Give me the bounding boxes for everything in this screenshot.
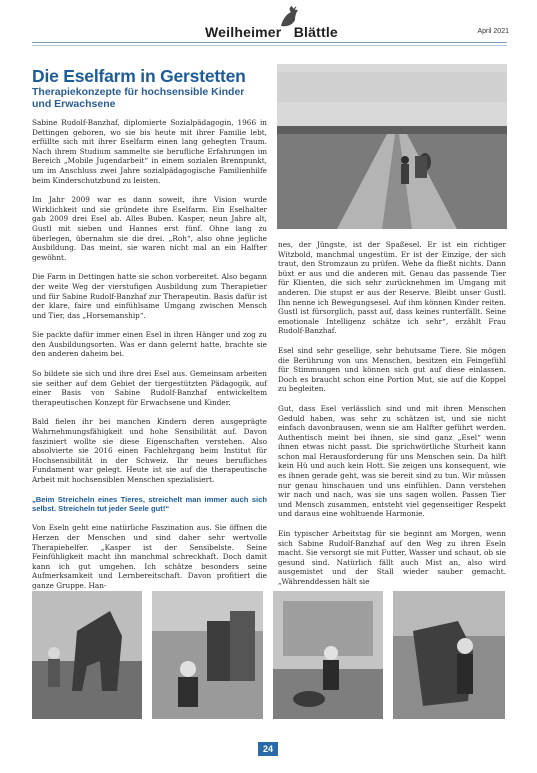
article-headline: Die Eselfarm in Gerstetten <box>32 66 246 86</box>
article-paragraph: Esel sind sehr gesellige, sehr behutsame Tiere. Sie mögen die Berührung von uns Menschen, besitzen ein Feingefühl für Stimmungen und können sich gut auf diese einlassen. Doch es braucht schon eine Portion Mut, sie auf die Koppel zu begleiten. <box>278 345 506 394</box>
article-paragraph: Sie packte dafür immer einen Esel in ihren Hänger und zog zu den Ausbildungsorten. Was er dann gelernt hatte, brachte sie den anderen daheim bei. <box>32 330 267 359</box>
article-paragraph: Von Eseln geht eine natürliche Faszination aus. Sie öffnen die Herzen der Menschen und sind daher sehr wertvolle Therapiehelfer. „Kasper ist der Sensibelste. Seine Feinfühligkeit macht ihn manchmal schreckhaft. Doch damit kann ich gut umgehen. Ich schätze besonders seine Aufmerksamkeit und Lernbereitschaft. Davon profitiert die ganze Gruppe. Han- <box>32 523 267 590</box>
article-column-left <box>32 118 267 601</box>
article-subheadline: Therapiekonzepte für hochsensible Kinder und Erwachsene <box>32 86 245 110</box>
article-paragraph: So bildete sie sich und ihre drei Esel aus. Gemeinsam arbeiten sie seither auf dem Gebiet der tiergestützten Pädagogik, auf einer Basis von Sabine Rudolf-Banzhaf entwickeltem therapeutischen Konzept für Erwachsene und Kinder. <box>32 369 267 407</box>
photo-donkey-walk-field <box>277 64 507 229</box>
masthead <box>0 0 537 48</box>
article-column-right <box>278 240 506 597</box>
article-paragraph: Im Jahr 2009 war es dann soweit, ihre Vision wurde Wirklichkeit und sie gründete ihre Eselfarm. Ein Eselhalter gab 2009 drei Esel ab. Alles Buben. Kasper, neun Jahre alt, Gustl mit sieben und Hannes erst fünf. Ohne lang zu überlegen, übernahm sie die drei. „Roh“, also ohne jegliche Ausbildung. Das meint, sie waren nicht mal an ein Halfter gewöhnt. <box>32 195 267 262</box>
masthead-title <box>205 24 338 40</box>
photo-child-with-rearing-donkey <box>32 591 142 719</box>
photo-child-with-dog-and-donkey <box>273 591 383 719</box>
pull-quote: „Beim Streicheln eines Tieres, streichelt man immer auch sich selbst. Streicheln tut jeder Seele gut!“ <box>32 494 267 513</box>
issue-date: April 2021 <box>477 28 509 35</box>
article-paragraph: nes, der Jüngste, ist der Spaßesel. Er ist ein richtiger Witzbold, manchmal ungestüm. Er ist der Einzige, der sich traut, den Stromzaun zu prüfen. Wehe da fließt nichts. Dann büxt er aus und die anderen mit. Genau das passende Tier für Klienten, die sich sehr zurücknehmen im Umgang mit anderen. Die stupst er aus der Reserve. Bleibt unser Gustl. Ihn nenne ich Bewegungsesel. Auf ihm können Kinder reiten. Gustl ist fürsorglich, passt auf, dass keines runterfällt. Seine emotionale Intelligenz schätze ich sehr“, erzählt Frau Rudolf-Banzhaf. <box>278 240 506 336</box>
article-paragraph: Bald fielen ihr bei manchen Kindern deren ausgeprägte Wahrnehmungsfähigkeit und hohe Sensibilität auf. Davon fasziniert wollte sie diese Eigenschaften verstehen. Also absolvierte sie 2016 einen Fachlehrgang beim Institut für Hochsensibilität in der Schweiz. Ihr neues berufliches Fundament war gelegt. Heute ist sie auf die therapeutische Arbeit mit hochsensiblen Menschen spezialisiert. <box>32 417 267 484</box>
article-paragraph: Gut, dass Esel verlässlich sind und mit ihren Menschen Geduld haben, was sehr zu schätzen ist, und sie nicht einfach davonbrausen, wenn sie am Halfter geführt werden. Authentisch meint bei ihnen, sie sind ganz „Esel“ wenn ihnen etwas nicht passt. Die sprichwörtliche Sturheit kann schon mal Herausforderung für uns Menschen sein. Da hilft kein Hü und auch kein Hott. Sie zeigen uns konsequent, wie es ihnen gerade geht, was sie bereit sind zu tun. Wir müssen nur genau hinschauen und uns einfühlen. Dann verstehen wir nach und nach, was sie uns sagen wollen. Passen Tier und Mensch zusammen, entsteht viel gegenseitiger Respekt und daraus eine wohltuende Harmonie. <box>278 403 506 519</box>
photo-girl-hugging-donkey <box>393 591 505 719</box>
masthead-divider-secondary <box>32 45 507 46</box>
article-paragraph: Sabine Rudolf-Banzhaf, diplomierte Sozialpädagogin, 1966 in Dettingen geboren, wo sie bis heute mit ihrer Familie lebt, erfüllte sich mit ihrer Eselfarm einen lang gehegten Traum. Nach ihrem Studium sammelte sie berufliche Erfahrungen im Bereich „Mobile Jugendarbeit“ in einem sozialen Brennpunkt, um im Anschluss zwei Jahre sozialpädagogische Familienhilfe beim Kinderschutzbund zu leisten. <box>32 118 267 185</box>
masthead-title-left: Weilheimer <box>205 24 282 40</box>
page-number: 24 <box>258 742 278 756</box>
masthead-divider <box>32 42 507 43</box>
article-paragraph: Die Farm in Dettingen hatte sie schon vorbereitet. Also begann der weite Weg der vierstufigen Ausbildung zum Therapietier und für Sabine Rudolf-Banzhaf zur Therapeutin. Basis dafür ist der klare, faire und einfühlsame Umgang zwischen Mensch und Tier, das „Horsemanship“. <box>32 272 267 320</box>
article-paragraph: Ein typischer Arbeitstag für sie beginnt am Morgen, wenn sich Sabine Rudolf-Banzhaf auf den Weg zu ihren Eseln macht. Sie versorgt sie mit Futter, Wasser und schaut, ob sie gesund sind. Natürlich fällt auch Mist an, also wird ausgemistet und der Stall wieder sauber gemacht. „Währenddessen hält sie <box>278 529 506 586</box>
masthead-title-right: Blättle <box>293 24 338 40</box>
photo-children-with-donkeys <box>152 591 263 719</box>
